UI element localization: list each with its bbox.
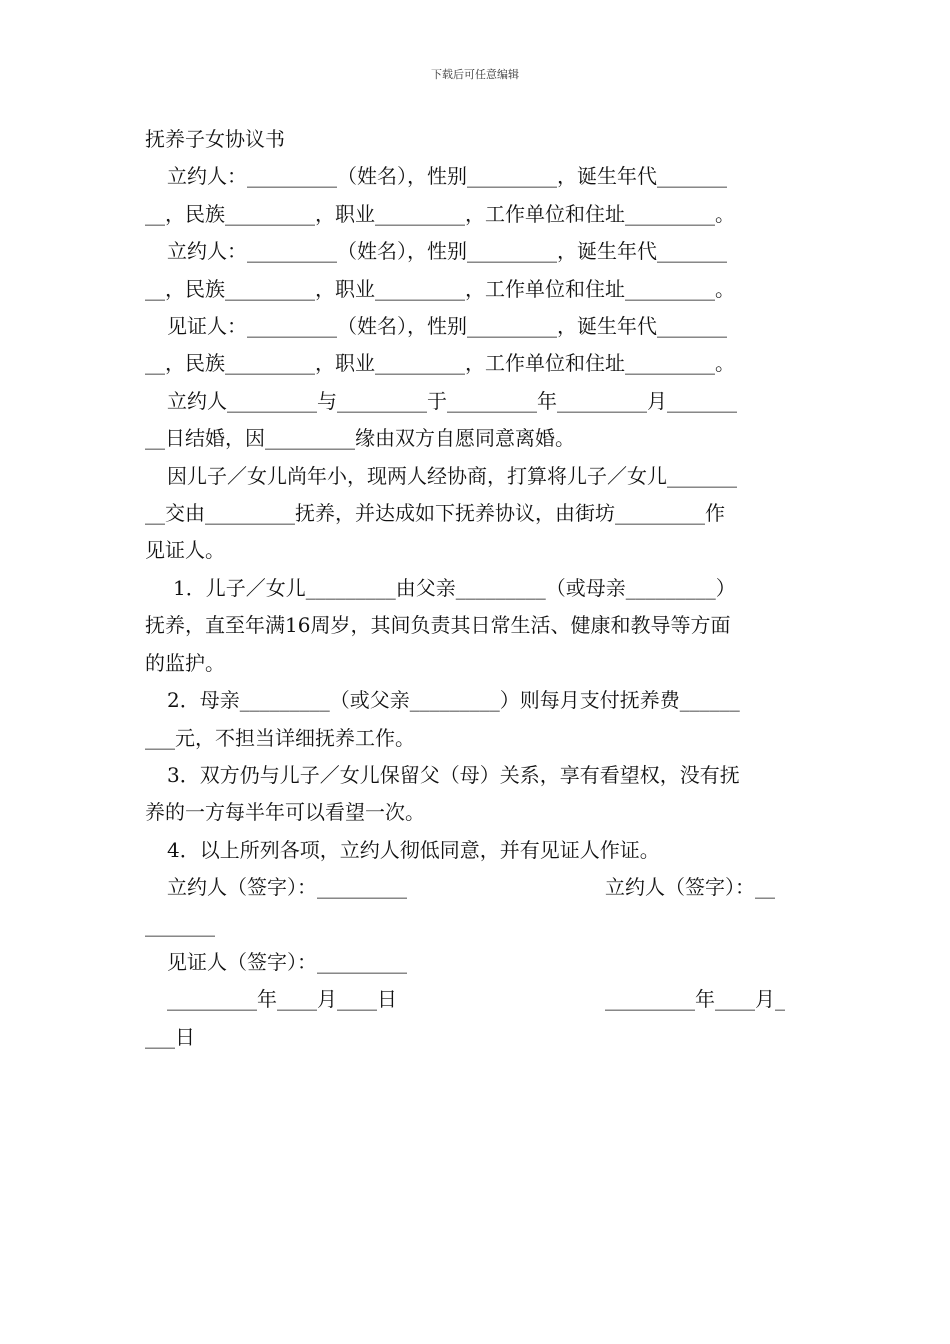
party2-line1: 立约人：_________（姓名），性别_________，诞生年代_______ <box>167 239 727 264</box>
page-header: 下载后可任意编辑 <box>431 68 519 81</box>
date-left: _________年____月____日 <box>167 987 397 1012</box>
clause2-line2: ___元，不担当详细抚养工作。 <box>145 725 415 750</box>
clause1-line3: 的监护。 <box>145 650 225 675</box>
party2-signature-continued: _______ <box>145 912 215 937</box>
party2-line2: __，民族_________，职业_________，工作单位和住址_________。 <box>145 276 735 301</box>
witness-signature: 见证人（签字）：_________ <box>167 949 407 974</box>
document-title: 抚养子女协议书 <box>145 127 285 151</box>
clause2-line1: 2．母亲_________（或父亲_________）则每月支付抚养费______ <box>167 688 740 713</box>
document-body <box>145 121 807 1056</box>
purpose-line1: 因儿子／女儿尚年小，现两人经协商，打算将儿子／女儿_______ <box>167 463 737 488</box>
party1-line2: __，民族_________，职业_________，工作单位和住址_________。 <box>145 201 735 226</box>
clause4-line1: 4．以上所列各项，立约人彻低同意，并有见证人作证。 <box>167 837 660 862</box>
party1-signature: 立约人（签字）：_________ <box>167 875 407 900</box>
date-right-continued: ___日 <box>145 1024 195 1049</box>
party2-signature: 立约人（签字）：__ <box>605 875 775 900</box>
purpose-line3: 见证人。 <box>145 538 225 563</box>
signature-row <box>145 869 807 906</box>
clause1-line2: 抚养，直至年满16周岁，其间负责其日常生活、健康和教导等方面 <box>145 613 731 638</box>
party1-line1: 立约人：_________（姓名），性别_________，诞生年代_______ <box>167 164 727 189</box>
clause3-line2: 养的一方每半年可以看望一次。 <box>145 800 425 825</box>
date-row <box>145 981 807 1018</box>
witness-line2: __，民族_________，职业_________，工作单位和住址_________。 <box>145 351 735 376</box>
date-right: _________年____月_ <box>605 987 785 1012</box>
clause3-line1: 3．双方仍与儿子／女儿保留父（母）关系，享有看望权，没有抚 <box>167 762 740 787</box>
marriage-line2: __日结婚，因_________缘由双方自愿同意离婚。 <box>145 426 575 451</box>
witness-line1: 见证人：_________（姓名），性别_________，诞生年代_______ <box>167 314 727 339</box>
clause1-line1: 1．儿子／女儿_________由父亲_________（或母亲_________） <box>173 575 736 600</box>
marriage-line1: 立约人_________与_________于_________年_________月_______ <box>167 388 737 413</box>
purpose-line2: __交由_________抚养，并达成如下抚养协议，由街坊_________作 <box>145 501 725 526</box>
